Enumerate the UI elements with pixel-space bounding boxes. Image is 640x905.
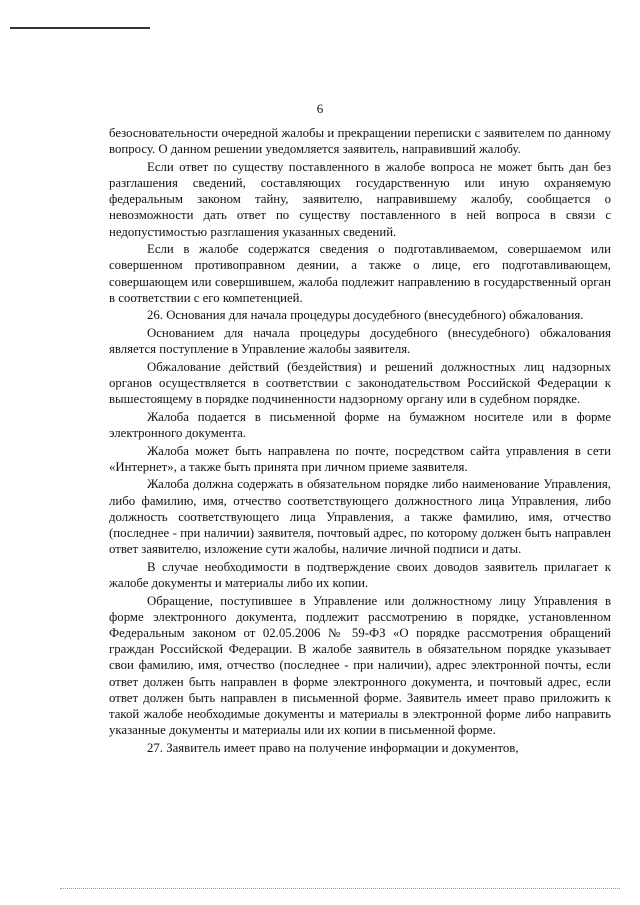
paragraph-3: Если в жалобе содержатся сведения о подготавливаемом, совершаемом или совершенном противоправном деянии, а также о лице, его подготавливающем, совершающем или совершившем, жалоба подлежит направлению в государственный орган в соответствии с его компетенцией.: [109, 242, 611, 305]
paragraph-1: безосновательности очередной жалобы и прекращении переписки с заявителем по данному вопросу. О данном решении уведомляется заявитель, направивший жалобу.: [109, 126, 611, 157]
paragraph-4-section-26-heading: 26. Основания для начала процедуры досудебного (внесудебного) обжалования.: [147, 308, 584, 323]
paragraph-6: Обжалование действий (бездействия) и решений должностных лиц надзорных органов осуществляется в соответствии с законодательством Российской Федерации к вышестоящему в порядке подчиненности надзорному органу или в судебном порядке.: [109, 359, 611, 407]
scan-edge-mark-top: [10, 27, 150, 29]
paragraph-7: Жалоба подается в письменной форме на бумажном носителе или в форме электронного документа.: [109, 409, 611, 440]
scan-edge-mark-bottom: [60, 888, 620, 889]
document-body: [109, 125, 611, 757]
paragraph-11: Обращение, поступившее в Управление или должностному лицу Управления в форме электронного документа, подлежит рассмотрению в порядке, установленном Федеральным законом от 02.05.2006 № 59-ФЗ «О порядке рассмотрения обращений граждан Российской Федерации. В жалобе заявитель в обязательном порядке указывает свои фамилию, имя, отчество (последнее - при наличии), адрес электронной почты, если ответ должен быть направлен в форме электронного документа, и почтовый адрес, если ответ должен быть направлен в письменной форме. Заявитель имеет право приложить к такой жалобе необходимые документы и материалы в электронной форме либо направить указанные документы и материалы или их копии в письменной форме.: [109, 593, 611, 738]
paragraph-9: Жалоба должна содержать в обязательном порядке либо наименование Управления, либо фамилию, имя, отчество соответствующего должностного лица Управления, либо должность соответствующего лица Управления, а также фамилию, имя, отчество (последнее - при наличии) заявителя, почтовый адрес, по которому должен быть направлен ответ заявителю, изложение сути жалобы, наличие личной подписи и даты.: [109, 477, 611, 557]
paragraph-10: В случае необходимости в подтверждение своих доводов заявитель прилагает к жалобе документы и материалы либо их копии.: [109, 559, 611, 590]
paragraph-5: Основанием для начала процедуры досудебного (внесудебного) обжалования является поступление в Управление жалобы заявителя.: [109, 326, 611, 357]
page-number: 6: [316, 101, 324, 116]
paragraph-2: Если ответ по существу поставленного в жалобе вопроса не может быть дан без разглашения сведений, составляющих государственную или иную охраняемую федеральным законом тайну, заявителю, направившему жалобу, сообщается о невозможности дать ответ по существу поставленного в ней вопроса в связи с недопустимостью разглашения указанных сведений.: [109, 159, 611, 239]
paragraph-8: Жалоба может быть направлена по почте, посредством сайта управления в сети «Интернет», а также быть принята при личном приеме заявителя.: [109, 443, 611, 474]
paragraph-12-section-27-start: 27. Заявитель имеет право на получение информации и документов,: [147, 740, 519, 755]
